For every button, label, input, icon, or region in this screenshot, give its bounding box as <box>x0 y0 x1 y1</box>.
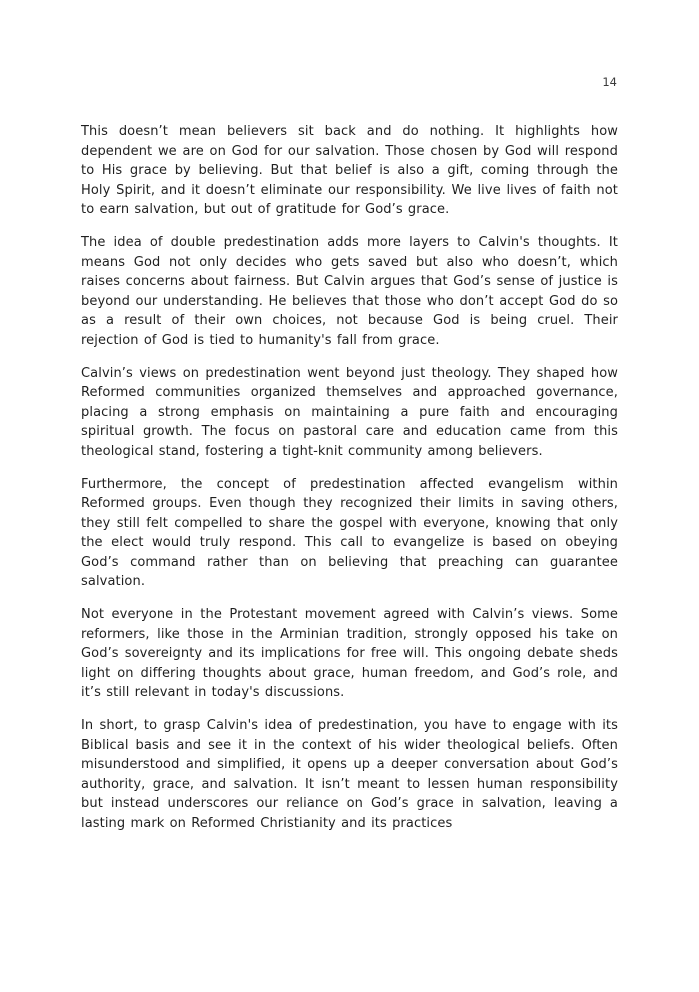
paragraph-3: Calvin’s views on predestination went beyond just theology. They shaped how Reformed communities organized themselves and approached governance, placing a strong emphasis on maintaining a pure faith and encouraging spiritual growth. The focus on pastoral care and education came from this theological stand, fostering a tight-knit community among believers. <box>81 365 618 459</box>
paragraph-6: In short, to grasp Calvin's idea of predestination, you have to engage with its Biblical basis and see it in the context of his wider theological beliefs. Often misunderstood and simplified, it opens up a deeper conversation about God’s authority, grace, and salvation. It isn’t meant to lessen human responsibility but instead underscores our reliance on God’s grace in salvation, leaving a lasting mark on Reformed Christianity and its practices <box>81 718 618 831</box>
paragraph-2: The idea of double predestination adds more layers to Calvin's thoughts. It means God not only decides who gets saved but also who doesn’t, which raises concerns about fairness. But Calvin argues that God’s sense of justice is beyond our understanding. He believes that those who don’t accept God do so as a result of their own choices, not because God is being cruel. Their rejection of God is tied to humanity's fall from grace. <box>81 234 618 348</box>
paragraph-1: This doesn’t mean believers sit back and do nothing. It highlights how dependent we are on God for our salvation. Those chosen by God will respond to His grace by believing. But that belief is also a gift, coming through the Holy Spirit, and it doesn’t eliminate our responsibility. We live lives of faith not to earn salvation, but out of gratitude for God’s grace. <box>81 124 618 218</box>
paragraph-4: Furthermore, the concept of predestination affected evangelism within Reformed groups. Even though they recognized their limits in saving others, they still felt compelled to share the gospel with everyone, knowing that only the elect would truly respond. This call to evangelize is based on obeying God’s command rather than on believing that preaching can guarantee salvation. <box>81 476 618 590</box>
paragraph-5: Not everyone in the Protestant movement agreed with Calvin’s views. Some reformers, like those in the Arminian tradition, strongly opposed his take on God’s sovereignty and its implications for free will. This ongoing debate sheds light on differing thoughts about grace, human freedom, and God’s role, and it’s still relevant in today's discussions. <box>81 607 618 701</box>
page-content <box>81 122 618 834</box>
page-number: 14 <box>602 75 617 89</box>
